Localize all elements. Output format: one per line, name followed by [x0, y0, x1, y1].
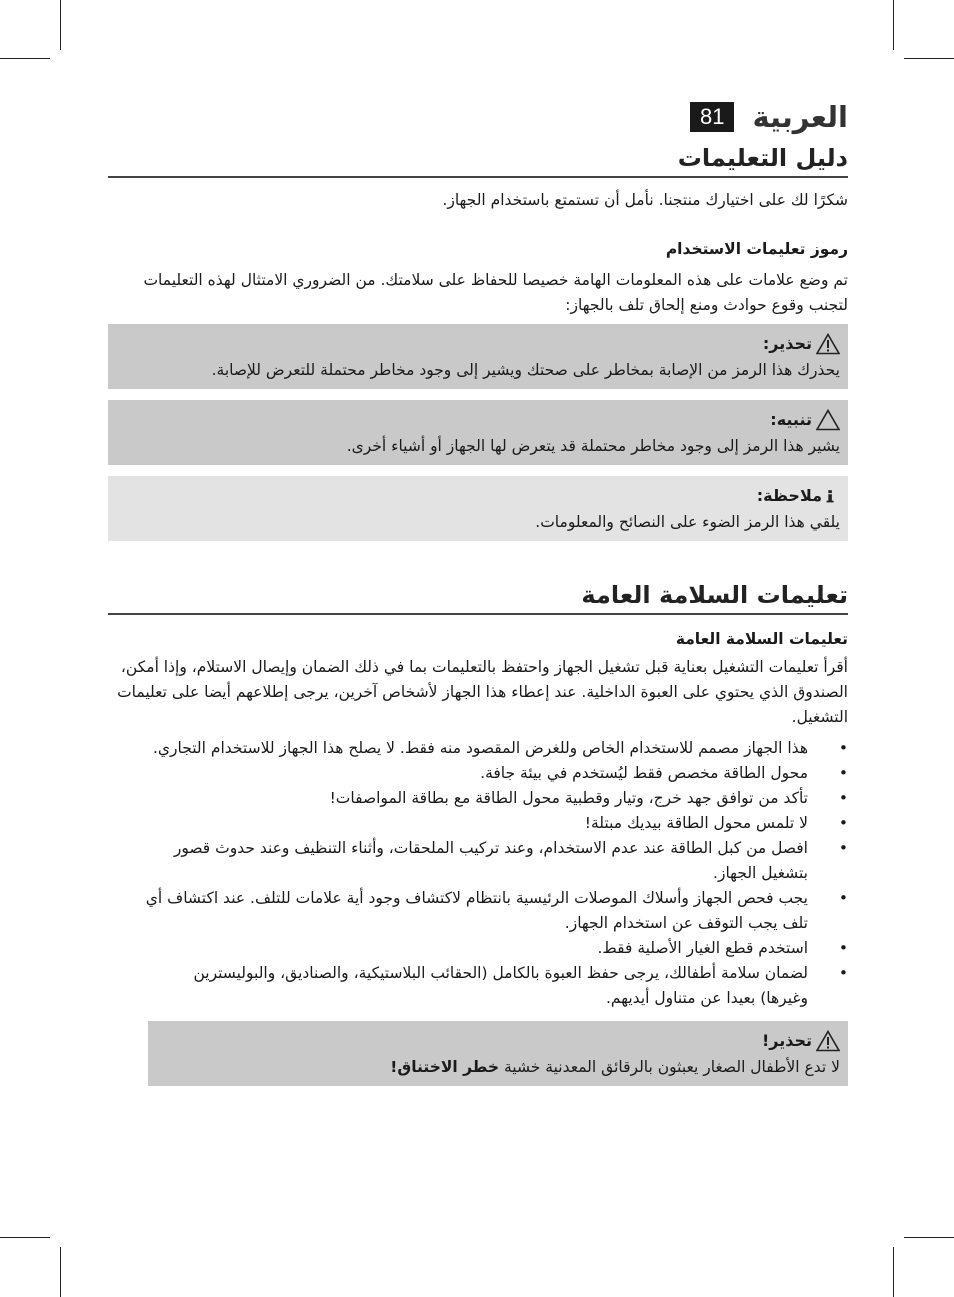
- crop-mark: [60, 0, 61, 50]
- final-warning-line: [156, 1055, 840, 1080]
- manual-title: دليل التعليمات: [108, 144, 848, 178]
- crop-mark: [904, 58, 954, 59]
- safety-subheading: تعليمات السلامة العامة: [675, 630, 848, 648]
- note-text: يلقي هذا الرمز الضوء على النصائح والمعلومات.: [535, 513, 840, 531]
- crop-mark: [893, 1247, 894, 1297]
- warning-triangle-icon: [816, 333, 840, 355]
- note-box: [108, 476, 848, 541]
- crop-mark: [904, 1237, 954, 1238]
- crop-mark: [0, 58, 50, 59]
- safety-title: تعليمات السلامة العامة: [108, 581, 848, 615]
- note-title-row: [116, 482, 840, 510]
- symbols-heading: رموز تعليمات الاستخدام: [665, 240, 848, 258]
- list-item: • هذا الجهاز مصمم للاستخدام الخاص وللغرض المقصود منه فقط. لا يصلح هذا الجهاز للاستخدام التجاري.: [108, 736, 808, 761]
- list-item: • لضمان سلامة أطفالك، يرجى حفظ العبوة بالكامل (الحقائب البلاستيكية، والصناديق، والبوليسترين وغيرها) بعيدا عن متناول أيديهم.: [108, 961, 808, 1011]
- caution-box: [108, 400, 848, 465]
- list-item: • محول الطاقة مخصص فقط ليُستخدم في بيئة جافة.: [108, 761, 808, 786]
- list-item: • افصل من كبل الطاقة عند عدم الاستخدام، وعند تركيب الملحقات، وأثناء التنظيف وعند حدوث قصور بتشغيل الجهاز.: [108, 836, 808, 886]
- manual-page: [108, 100, 848, 1097]
- warning-title: تحذير:: [762, 334, 812, 353]
- page-number: 81: [690, 102, 734, 132]
- list-item: • استخدم قطع الغيار الأصلية فقط.: [108, 936, 808, 961]
- info-icon: [826, 485, 840, 507]
- list-item: • لا تلمس محول الطاقة بيديك مبتلة!: [108, 811, 808, 836]
- final-warning-text: لا تدع الأطفال الصغار يعبثون بالرقائق المعدنية خشية: [503, 1058, 840, 1076]
- final-warning-title: تحذير!: [761, 1031, 812, 1050]
- page-header: [108, 100, 848, 134]
- final-warning-emphasis: خطر الاختناق!: [390, 1058, 500, 1076]
- warning-text: يحذرك هذا الرمز من الإصابة بمخاطر على صحتك ويشير إلى وجود مخاطر محتملة للتعرض للإصابة.: [211, 361, 840, 379]
- final-warning-title-row: [156, 1027, 840, 1055]
- crop-mark: [60, 1247, 61, 1297]
- caution-triangle-icon: [816, 409, 840, 431]
- warning-triangle-icon: [816, 1030, 840, 1052]
- symbols-intro: تم وضع علامات على هذه المعلومات الهامة خصيصا للحفاظ على سلامتك. من الضروري الامتثال لهذه التعليمات لتجنب وقوع حوادث ومنع إلحاق تلف بالجهاز:: [143, 271, 848, 314]
- list-item: • يجب فحص الجهاز وأسلاك الموصلات الرئيسية بانتظام لاكتشاف وجود أية علامات للتلف. عند اكتشاف أي تلف يجب التوقف عن استخدام الجهاز.: [108, 886, 808, 936]
- warning-box: [108, 324, 848, 389]
- caution-title-row: [116, 406, 840, 434]
- warning-title-row: [116, 330, 840, 358]
- final-warning-box: [148, 1021, 848, 1086]
- crop-mark: [0, 1237, 50, 1238]
- safety-list: [108, 736, 848, 1011]
- caution-text: يشير هذا الرمز إلى وجود مخاطر محتملة قد يتعرض لها الجهاز أو أشياء أخرى.: [346, 437, 840, 455]
- safety-intro: أقرأ تعليمات التشغيل بعناية قبل تشغيل الجهاز واحتفظ بالتعليمات بما في ذلك الضمان وإيصال الاستلام، وإذا أمكن، الصندوق الذي يحتوي على العبوة الداخلية. عند إعطاء هذا الجهاز لأشخاص آخرين، يرجى إطلاعهم أيضا على تعليمات التشغيل.: [117, 658, 848, 726]
- caution-title: تنبيه:: [770, 410, 812, 429]
- note-title: ملاحظة:: [756, 486, 822, 505]
- crop-mark: [893, 0, 894, 50]
- language-title: العربية: [752, 100, 848, 134]
- list-item: • تأكد من توافق جهد خرج، وتيار وقطبية محول الطاقة مع بطاقة المواصفات!: [108, 786, 808, 811]
- thanks-text: شكرًا لك على اختيارك منتجنا. نأمل أن تستمتع باستخدام الجهاز.: [442, 191, 848, 209]
